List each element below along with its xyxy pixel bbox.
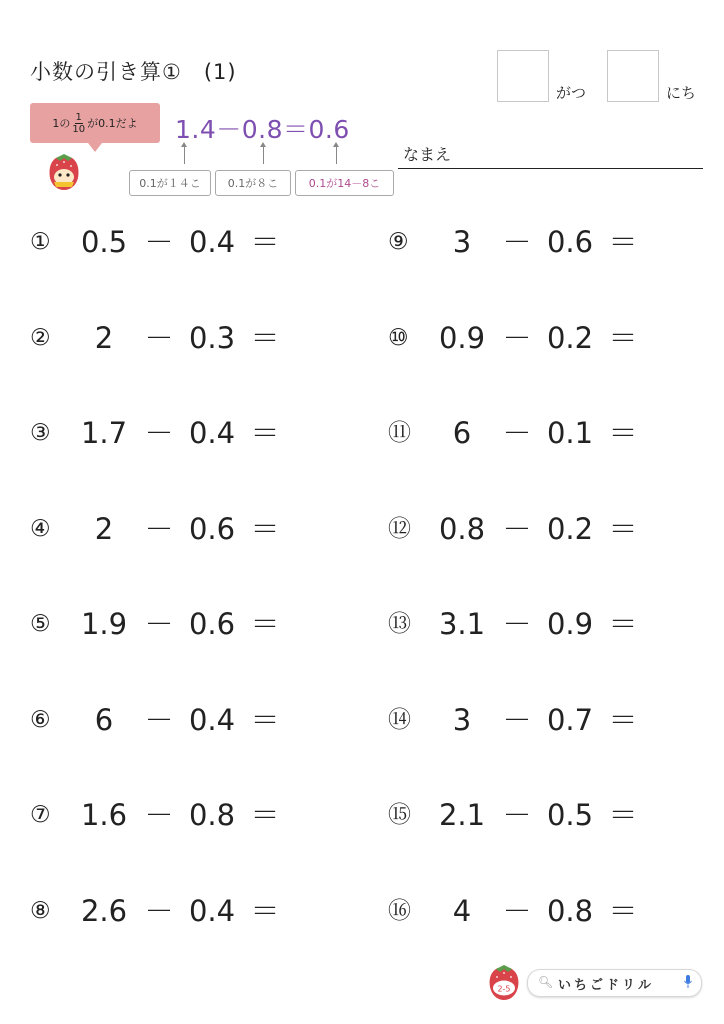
problem-operand-a: 2 — [94, 320, 114, 355]
search-icon: 🔍︎ — [538, 975, 554, 989]
problem-operand-b: 0.4 — [188, 702, 236, 737]
problem-equals: ＝ — [608, 225, 638, 259]
problem-operand-b: 0.6 — [546, 225, 594, 259]
problem-number: ③ — [30, 420, 51, 446]
problem-equals: ＝ — [250, 607, 280, 641]
problem-operator: － — [144, 416, 174, 450]
problem-item — [30, 700, 330, 740]
problem-operand-a: 0.9 — [438, 320, 486, 355]
problem-item — [388, 700, 688, 740]
logo-text: いちごドリル — [558, 978, 655, 993]
strawberry-logo-icon — [484, 962, 524, 1002]
problem-operand-a: 3 — [452, 225, 472, 259]
problem-item — [30, 891, 330, 931]
problem-operand-a: 6 — [452, 416, 472, 450]
problem-operand-a: 0.5 — [80, 225, 128, 259]
page-title: 小数の引き算① (1) — [30, 60, 237, 84]
problem-operator: － — [144, 607, 174, 641]
problem-item — [30, 222, 330, 262]
problem-operator: － — [144, 511, 174, 546]
example-note-3: 0.1が14－8こ — [295, 170, 394, 196]
problem-operand-a: 0.8 — [438, 511, 486, 546]
hint-fraction — [72, 112, 85, 135]
problem-operand-b: 0.6 — [188, 511, 236, 546]
problem-operator: － — [502, 225, 532, 259]
problem-operand-a: 1.9 — [80, 607, 128, 641]
day-label: にち — [666, 84, 697, 102]
problem-operator: － — [502, 511, 532, 546]
problem-number: ⑯ — [388, 897, 411, 924]
problem-equals: ＝ — [250, 702, 280, 737]
problem-operand-b: 0.4 — [188, 416, 236, 450]
problem-operator: － — [502, 893, 532, 928]
problem-item — [30, 509, 330, 549]
problem-operand-a: 1.6 — [80, 798, 128, 832]
problem-number: ⑤ — [30, 611, 51, 637]
problem-equals: ＝ — [608, 416, 638, 450]
problem-operator: － — [144, 798, 174, 832]
problem-number: ⑪ — [388, 420, 411, 446]
problem-operand-b: 0.4 — [188, 893, 236, 928]
problem-item — [30, 604, 330, 644]
problem-operator: － — [144, 893, 174, 928]
problem-number: ⑦ — [30, 802, 51, 828]
name-label: なまえ — [403, 145, 452, 164]
problem-item — [388, 795, 688, 835]
problem-item — [30, 318, 330, 358]
problem-operator: － — [502, 702, 532, 737]
problem-equals: ＝ — [250, 320, 280, 355]
problem-operand-b: 0.8 — [188, 798, 236, 832]
problem-number: ④ — [30, 515, 51, 542]
strawberry-mascot-icon — [44, 152, 84, 192]
problem-operand-a: 2 — [94, 511, 114, 546]
problem-equals: ＝ — [250, 798, 280, 832]
problem-equals: ＝ — [250, 511, 280, 546]
problem-number: ⑨ — [388, 229, 409, 255]
problem-number: ① — [30, 229, 51, 255]
problem-operand-b: 0.6 — [188, 607, 236, 641]
problem-operand-a: 3 — [452, 702, 472, 737]
hint-bubble — [30, 103, 160, 143]
problem-operand-b: 0.3 — [188, 320, 236, 355]
logo-search-box[interactable] — [527, 969, 702, 997]
month-label: がつ — [556, 84, 587, 102]
problem-equals: ＝ — [608, 320, 638, 355]
example-note-1: 0.1が１４こ — [129, 170, 211, 196]
example-equation: 1.4－0.8＝0.6 — [175, 115, 350, 144]
problem-number: ⑥ — [30, 706, 51, 733]
hint-fraction-numerator: 1 — [75, 111, 82, 123]
problem-number: ⑭ — [388, 706, 411, 733]
problem-operand-b: 0.2 — [546, 511, 594, 546]
problem-number: ⑮ — [388, 802, 411, 828]
example-arrow-2 — [263, 146, 264, 164]
problem-number: ⑧ — [30, 897, 51, 924]
problem-number: ⑩ — [388, 324, 409, 351]
problem-operand-b: 0.1 — [546, 416, 594, 450]
problem-number: ⑬ — [388, 611, 411, 637]
hint-suffix: が0.1だよ — [87, 117, 138, 130]
problem-item — [388, 318, 688, 358]
problem-operator: － — [502, 320, 532, 355]
problem-number: ② — [30, 324, 51, 351]
problem-operand-b: 0.9 — [546, 607, 594, 641]
example-arrow-3 — [336, 146, 337, 164]
example-note-2: 0.1が８こ — [215, 170, 291, 196]
problem-equals: ＝ — [250, 893, 280, 928]
problem-item — [388, 509, 688, 549]
problem-equals: ＝ — [608, 798, 638, 832]
problem-item — [30, 413, 330, 453]
example-arrow-1 — [184, 146, 185, 164]
problem-equals: ＝ — [608, 511, 638, 546]
problem-operand-b: 0.7 — [546, 702, 594, 737]
problem-equals: ＝ — [250, 225, 280, 259]
mic-icon — [683, 974, 693, 990]
problem-number: ⑫ — [388, 515, 411, 542]
problem-operator: － — [144, 702, 174, 737]
problem-operator: － — [502, 798, 532, 832]
problem-operator: － — [144, 320, 174, 355]
problem-operand-a: 4 — [452, 893, 472, 928]
problem-equals: ＝ — [608, 893, 638, 928]
problem-operand-a: 6 — [94, 702, 114, 737]
hint-prefix: 1の — [52, 117, 71, 130]
problem-operand-b: 0.4 — [188, 225, 236, 259]
problem-operator: － — [502, 416, 532, 450]
problem-operand-b: 0.5 — [546, 798, 594, 832]
problem-operator: － — [144, 225, 174, 259]
day-input-box[interactable] — [607, 50, 659, 102]
problem-equals: ＝ — [608, 607, 638, 641]
problem-operand-a: 3.1 — [438, 607, 486, 641]
problem-item — [388, 891, 688, 931]
problem-operand-a: 1.7 — [80, 416, 128, 450]
problem-item — [388, 222, 688, 262]
problem-item — [30, 795, 330, 835]
problem-operator: － — [502, 607, 532, 641]
problem-operand-a: 2.6 — [80, 893, 128, 928]
logo-mascot-label: 2-5 — [497, 984, 511, 994]
problem-operand-b: 0.8 — [546, 893, 594, 928]
name-input-line[interactable] — [398, 168, 703, 169]
problem-operand-a: 2.1 — [438, 798, 486, 832]
month-input-box[interactable] — [497, 50, 549, 102]
problem-equals: ＝ — [250, 416, 280, 450]
hint-fraction-denominator: 10 — [72, 123, 86, 135]
problem-operand-b: 0.2 — [546, 320, 594, 355]
problem-equals: ＝ — [608, 702, 638, 737]
problem-item — [388, 604, 688, 644]
problem-item — [388, 413, 688, 453]
